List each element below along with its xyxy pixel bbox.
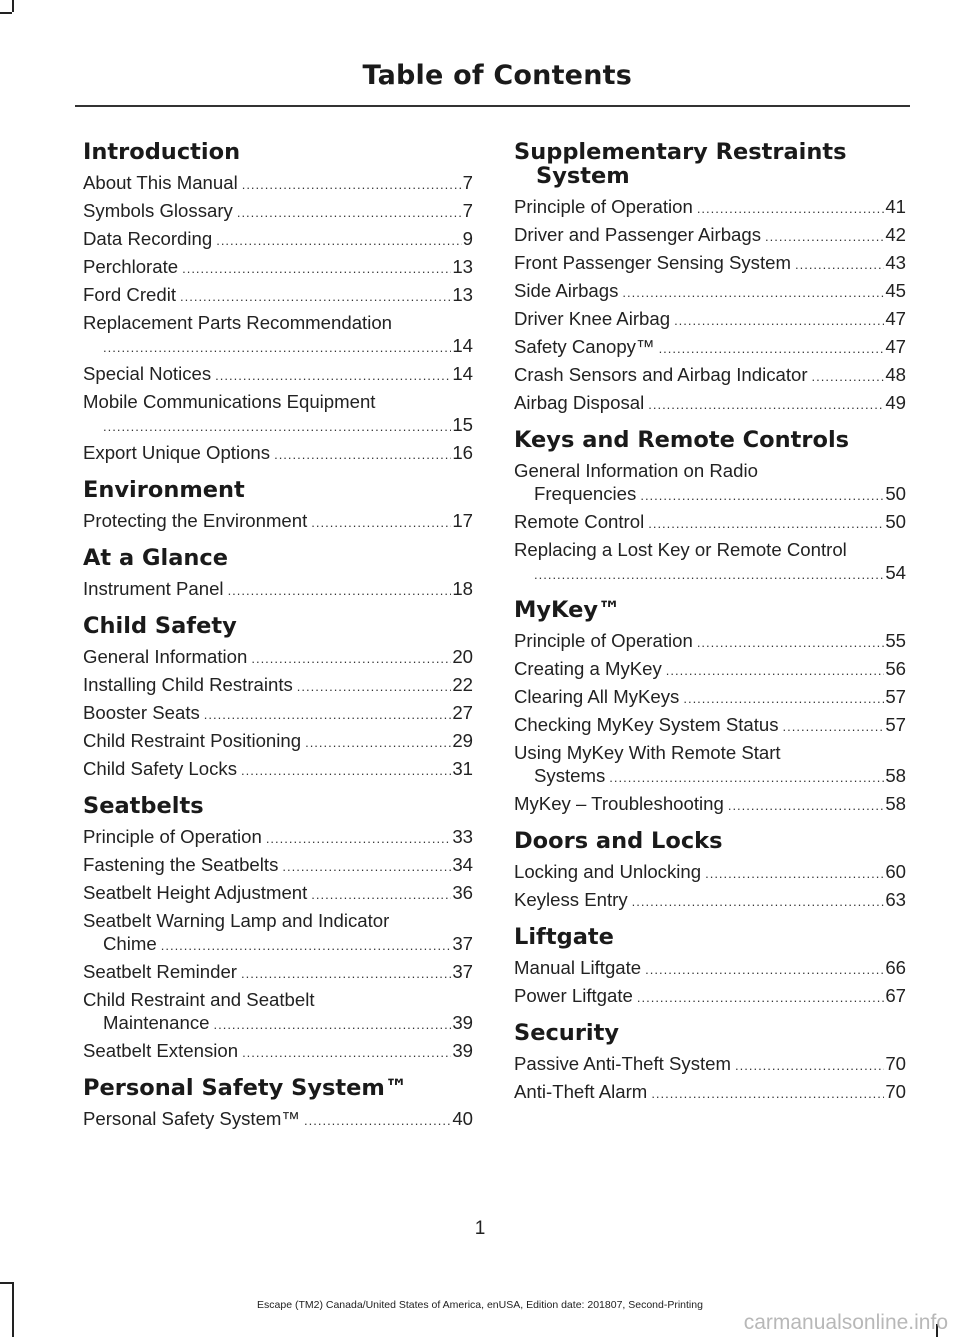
- toc-entry-page: 37: [452, 933, 473, 954]
- toc-entry-page: 27: [452, 702, 473, 723]
- toc-entry-label: General Information: [83, 646, 248, 667]
- toc-entry-page: 9: [462, 228, 473, 249]
- toc-entry-label: Child Restraint and Seatbelt: [83, 989, 315, 1010]
- toc-entry[interactable]: [514, 657, 906, 682]
- toc-entry[interactable]: [83, 673, 473, 698]
- toc-entry[interactable]: [83, 577, 473, 602]
- toc-entry-page: 66: [885, 957, 906, 978]
- toc-entry-page: 45: [885, 280, 906, 301]
- toc-entry-page: 13: [452, 284, 473, 305]
- toc-entry-label: Mobile Communications Equipment: [83, 391, 376, 412]
- toc-entry[interactable]: [514, 459, 906, 507]
- dot-leader: [765, 225, 884, 248]
- toc-column-left: [83, 140, 473, 1144]
- section-heading: Introduction: [83, 139, 241, 165]
- dot-leader: [305, 731, 451, 754]
- toc-entry-page: 37: [452, 961, 473, 982]
- toc-entry[interactable]: [514, 335, 906, 360]
- dot-leader: [228, 579, 452, 602]
- toc-section: [83, 546, 473, 602]
- toc-entry-page: 70: [885, 1053, 906, 1074]
- dot-leader: [182, 257, 451, 280]
- toc-entry-label: Principle of Operation: [83, 826, 262, 847]
- toc-entry-label: Locking and Unlocking: [514, 861, 702, 882]
- toc-entry-page: 55: [885, 630, 906, 651]
- toc-entry-page: 41: [885, 196, 906, 217]
- toc-entry-page: 33: [452, 826, 473, 847]
- toc-entry[interactable]: [83, 757, 473, 782]
- dot-leader: [648, 393, 884, 416]
- section-heading: Doors and Locks: [514, 828, 723, 854]
- toc-entry[interactable]: [83, 729, 473, 754]
- dot-leader: [213, 1013, 451, 1036]
- toc-entry[interactable]: [83, 853, 473, 878]
- dot-leader: [812, 365, 885, 388]
- toc-entry[interactable]: [514, 984, 906, 1009]
- dot-leader: [795, 253, 884, 276]
- toc-entry-label: Front Passenger Sensing System: [514, 252, 791, 273]
- toc-column-right: [514, 140, 906, 1117]
- dot-leader: [683, 687, 884, 710]
- toc-entry-page: 50: [885, 483, 906, 504]
- toc-entry[interactable]: [514, 363, 906, 388]
- toc-entry-label: Perchlorate: [83, 256, 179, 277]
- dot-leader: [266, 827, 452, 850]
- dot-leader: [297, 675, 452, 698]
- toc-entry-page: 56: [885, 658, 906, 679]
- toc-entry-label: Symbols Glossary: [83, 200, 233, 221]
- toc-entry-label: Seatbelt Warning Lamp and Indicator: [83, 910, 390, 931]
- dot-leader: [242, 173, 462, 196]
- toc-entry-page: 7: [462, 172, 473, 193]
- toc-entry-label: Clearing All MyKeys: [514, 686, 680, 707]
- dot-leader: [103, 415, 451, 438]
- toc-entry-label: Keyless Entry: [514, 889, 628, 910]
- dot-leader: [251, 647, 451, 670]
- toc-entry[interactable]: [83, 960, 473, 985]
- toc-entry-label-continued: Maintenance: [103, 1012, 210, 1033]
- toc-section: [514, 598, 906, 817]
- toc-entry-page: 50: [885, 511, 906, 532]
- toc-entry[interactable]: [514, 195, 906, 220]
- toc-section: [83, 140, 473, 466]
- toc-section: [514, 829, 906, 913]
- dot-leader: [215, 364, 451, 387]
- toc-entry-label: About This Manual: [83, 172, 238, 193]
- toc-entry-page: 47: [885, 308, 906, 329]
- toc-section: [514, 140, 906, 416]
- page-number: 1: [474, 1218, 486, 1239]
- toc-section: [83, 614, 473, 782]
- toc-entry[interactable]: [83, 509, 473, 534]
- toc-entry[interactable]: [514, 251, 906, 276]
- toc-entry[interactable]: [514, 391, 906, 416]
- section-heading: Security: [514, 1020, 620, 1046]
- section-heading: Supplementary Restraints System: [514, 139, 847, 189]
- section-heading: Child Safety: [83, 613, 237, 639]
- toc-entry[interactable]: [514, 538, 906, 586]
- toc-entry-label: Using MyKey With Remote Start: [514, 742, 781, 763]
- toc-entry-page: 34: [452, 854, 473, 875]
- dot-leader: [216, 229, 461, 252]
- toc-entry-page: 67: [885, 985, 906, 1006]
- toc-entry-page: 57: [885, 686, 906, 707]
- toc-entry-page: 20: [452, 646, 473, 667]
- toc-entry[interactable]: [514, 741, 906, 789]
- toc-entry-page: 39: [452, 1040, 473, 1061]
- toc-entry-page: 18: [452, 578, 473, 599]
- toc-section: [514, 925, 906, 1009]
- dot-leader: [534, 563, 884, 586]
- watermark: carmanualsonline.info: [743, 1311, 948, 1334]
- toc-entry-page: 47: [885, 336, 906, 357]
- toc-entry-page: 39: [452, 1012, 473, 1033]
- crop-mark-bottom-left-h: [0, 1282, 12, 1284]
- toc-entry-label: Safety Canopy™: [514, 336, 655, 357]
- dot-leader: [180, 285, 451, 308]
- toc-entry-page: 22: [452, 674, 473, 695]
- toc-entry-label: Seatbelt Extension: [83, 1040, 239, 1061]
- dot-leader: [274, 443, 451, 466]
- dot-leader: [311, 511, 451, 534]
- toc-entry-page: 7: [462, 200, 473, 221]
- header-divider: [75, 105, 910, 107]
- toc-entry-label: Booster Seats: [83, 702, 200, 723]
- toc-entry-page: 31: [452, 758, 473, 779]
- dot-leader: [103, 336, 451, 359]
- dot-leader: [659, 337, 885, 360]
- dot-leader: [651, 1082, 884, 1105]
- toc-entry-page: 63: [885, 889, 906, 910]
- footer-edition-info: Escape (TM2) Canada/United States of America, enUSA, Edition date: 201807, Second-Printing: [257, 1299, 703, 1311]
- crop-mark-top-left: [12, 0, 14, 12]
- toc-entry[interactable]: [83, 199, 473, 224]
- toc-section: [514, 1021, 906, 1105]
- toc-entry-label: Seatbelt Height Adjustment: [83, 882, 308, 903]
- toc-entry-label: Data Recording: [83, 228, 213, 249]
- toc-entry-page: 58: [885, 765, 906, 786]
- dot-leader: [304, 1109, 451, 1132]
- toc-entry-label: Passive Anti-Theft System: [514, 1053, 732, 1074]
- toc-entry-page: 40: [452, 1108, 473, 1129]
- section-heading: Keys and Remote Controls: [514, 427, 850, 453]
- section-heading: Liftgate: [514, 924, 614, 950]
- toc-entry-label: Installing Child Restraints: [83, 674, 293, 695]
- dot-leader: [237, 201, 462, 224]
- toc-entry[interactable]: [83, 255, 473, 280]
- toc-entry[interactable]: [83, 825, 473, 850]
- crop-mark-top-left-h: [0, 12, 12, 14]
- toc-entry[interactable]: [83, 988, 473, 1036]
- toc-entry-label: Seatbelt Reminder: [83, 961, 237, 982]
- dot-leader: [666, 659, 885, 682]
- dot-leader: [705, 862, 884, 885]
- toc-entry-label: Protecting the Environment: [83, 510, 308, 531]
- toc-entry-label-continued: Chime: [103, 933, 157, 954]
- dot-leader: [728, 794, 884, 817]
- toc-entry[interactable]: [83, 1039, 473, 1064]
- toc-entry[interactable]: [83, 701, 473, 726]
- dot-leader: [735, 1054, 884, 1077]
- toc-entry-label: General Information on Radio: [514, 460, 758, 481]
- toc-entry-label: Crash Sensors and Airbag Indicator: [514, 364, 808, 385]
- toc-entry-label: Airbag Disposal: [514, 392, 645, 413]
- toc-entry-label: Anti-Theft Alarm: [514, 1081, 648, 1102]
- toc-entry-page: 57: [885, 714, 906, 735]
- toc-entry[interactable]: [83, 441, 473, 466]
- toc-entry[interactable]: [514, 1080, 906, 1105]
- section-heading: At a Glance: [83, 545, 228, 571]
- toc-entry-label: Special Notices: [83, 363, 212, 384]
- dot-leader: [311, 883, 451, 906]
- toc-entry-label-continued: Systems: [534, 765, 606, 786]
- toc-entry[interactable]: [514, 888, 906, 913]
- toc-entry[interactable]: [514, 223, 906, 248]
- toc-entry[interactable]: [514, 279, 906, 304]
- dot-leader: [161, 934, 452, 957]
- toc-entry[interactable]: [514, 510, 906, 535]
- toc-entry-page: 48: [885, 364, 906, 385]
- dot-leader: [637, 986, 884, 1009]
- toc-entry-label: Creating a MyKey: [514, 658, 662, 679]
- dot-leader: [241, 759, 451, 782]
- toc-entry[interactable]: [83, 390, 473, 438]
- dot-leader: [648, 512, 884, 535]
- toc-section: [83, 478, 473, 534]
- dot-leader: [783, 715, 885, 738]
- toc-entry-label: Instrument Panel: [83, 578, 224, 599]
- toc-entry[interactable]: [514, 792, 906, 817]
- toc-entry-label: Child Restraint Positioning: [83, 730, 302, 751]
- toc-entry-label: Principle of Operation: [514, 630, 693, 651]
- toc-entry-page: 43: [885, 252, 906, 273]
- toc-entry-label: Replacing a Lost Key or Remote Control: [514, 539, 847, 560]
- toc-entry-label: Power Liftgate: [514, 985, 633, 1006]
- toc-entry[interactable]: [514, 956, 906, 981]
- toc-entry-page: 14: [452, 335, 473, 356]
- dot-leader: [282, 855, 451, 878]
- dot-leader: [632, 890, 885, 913]
- toc-entry-page: 13: [452, 256, 473, 277]
- toc-entry-page: 16: [452, 442, 473, 463]
- toc-entry-label: Driver Knee Airbag: [514, 308, 671, 329]
- toc-entry-label: Principle of Operation: [514, 196, 693, 217]
- toc-entry-page: 15: [452, 414, 473, 435]
- dot-leader: [697, 197, 885, 220]
- toc-entry-page: 14: [452, 363, 473, 384]
- dot-leader: [640, 484, 884, 507]
- toc-section: [514, 428, 906, 586]
- toc-entry-label: Driver and Passenger Airbags: [514, 224, 762, 245]
- toc-entry-label: Manual Liftgate: [514, 957, 642, 978]
- toc-entry[interactable]: [83, 645, 473, 670]
- dot-leader: [609, 766, 884, 789]
- toc-entry-page: 60: [885, 861, 906, 882]
- toc-entry-label-continued: Frequencies: [534, 483, 637, 504]
- section-heading: Personal Safety System™: [83, 1075, 408, 1101]
- toc-entry-page: 29: [452, 730, 473, 751]
- toc-entry[interactable]: [514, 1052, 906, 1077]
- section-heading: Seatbelts: [83, 793, 204, 819]
- toc-entry-label: Checking MyKey System Status: [514, 714, 779, 735]
- dot-leader: [242, 1041, 451, 1064]
- toc-entry[interactable]: [83, 311, 473, 359]
- toc-entry-page: 17: [452, 510, 473, 531]
- toc-entry[interactable]: [83, 362, 473, 387]
- toc-entry-label: Export Unique Options: [83, 442, 271, 463]
- toc-entry-label: Personal Safety System™: [83, 1108, 301, 1129]
- toc-entry-page: 36: [452, 882, 473, 903]
- dot-leader: [204, 703, 452, 726]
- toc-entry-label: Fastening the Seatbelts: [83, 854, 279, 875]
- toc-entry-page: 70: [885, 1081, 906, 1102]
- toc-section: [83, 794, 473, 1064]
- dot-leader: [674, 309, 884, 332]
- toc-entry-label: Remote Control: [514, 511, 645, 532]
- dot-leader: [697, 631, 885, 654]
- dot-leader: [645, 958, 884, 981]
- toc-entry[interactable]: [83, 1107, 473, 1132]
- toc-entry-label: Side Airbags: [514, 280, 619, 301]
- toc-entry[interactable]: [83, 227, 473, 252]
- toc-entry[interactable]: [514, 307, 906, 332]
- toc-entry[interactable]: [514, 685, 906, 710]
- toc-entry-page: 58: [885, 793, 906, 814]
- toc-entry[interactable]: [514, 713, 906, 738]
- dot-leader: [622, 281, 884, 304]
- toc-entry-page: 54: [885, 562, 906, 583]
- toc-section: [83, 1076, 473, 1132]
- toc-entry-label: Replacement Parts Recommendation: [83, 312, 393, 333]
- toc-entry[interactable]: [514, 860, 906, 885]
- toc-entry[interactable]: [83, 171, 473, 196]
- section-heading: MyKey™: [514, 597, 621, 623]
- dot-leader: [241, 962, 451, 985]
- toc-entry-page: 42: [885, 224, 906, 245]
- page-title: Table of Contents: [362, 60, 632, 91]
- toc-entry[interactable]: [83, 881, 473, 906]
- section-heading: Environment: [83, 477, 245, 503]
- toc-entry-label: Child Safety Locks: [83, 758, 237, 779]
- toc-entry-page: 49: [885, 392, 906, 413]
- toc-entry-label: MyKey – Troubleshooting: [514, 793, 724, 814]
- toc-entry[interactable]: [514, 629, 906, 654]
- toc-entry[interactable]: [83, 283, 473, 308]
- toc-entry-label: Ford Credit: [83, 284, 176, 305]
- toc-entry[interactable]: [83, 909, 473, 957]
